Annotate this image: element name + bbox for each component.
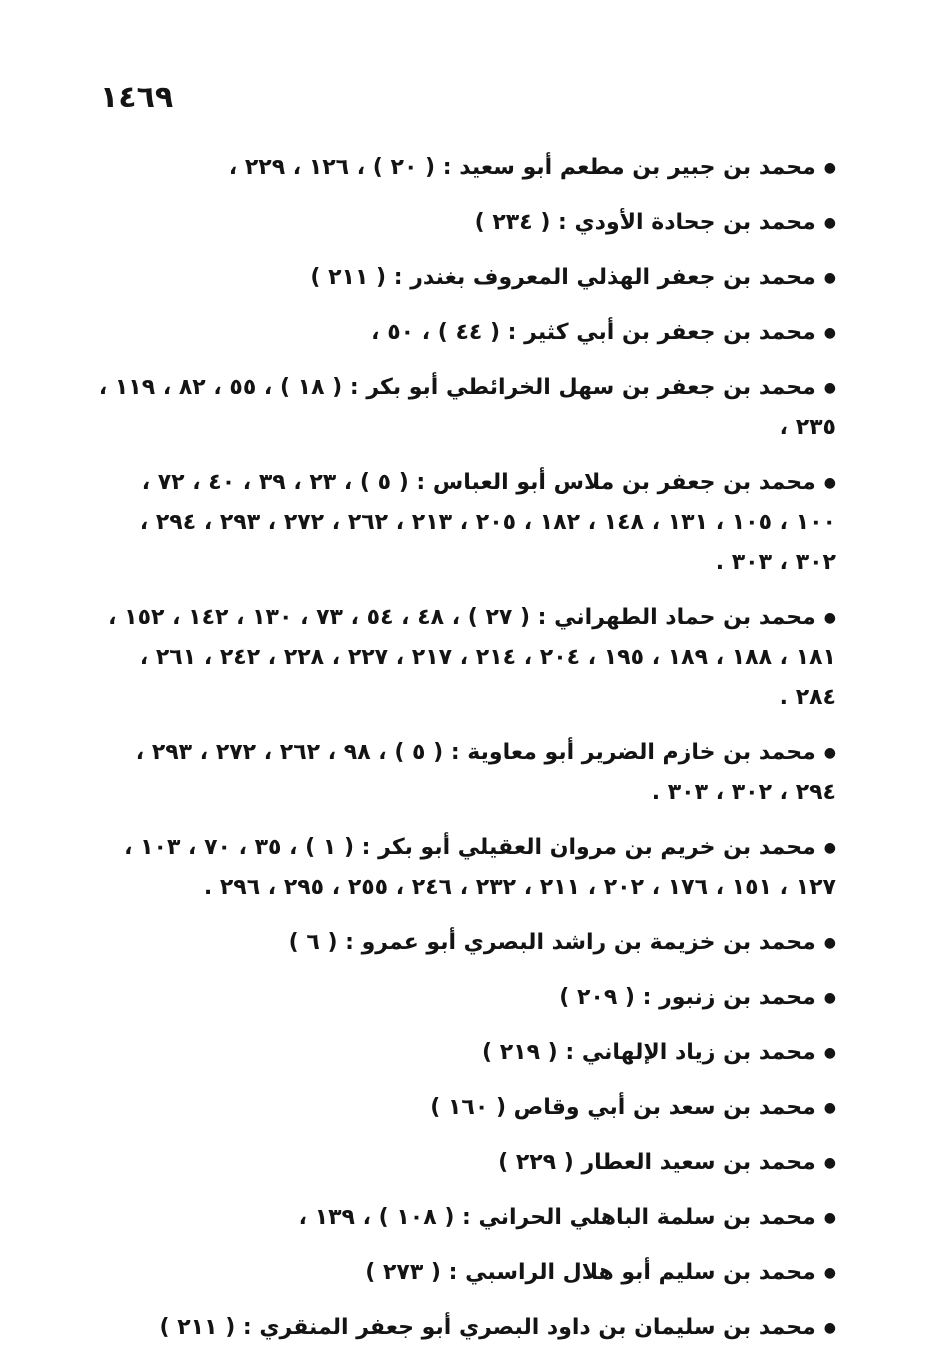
entry-text: محمد بن سليمان بن داود البصري أبو جعفر المنقري : ( ٢١١ ): [159, 1315, 816, 1340]
bullet-icon: ●: [823, 610, 836, 626]
entry-text: محمد بن سعيد العطار ( ٢٢٩ ): [498, 1150, 816, 1175]
index-entry: [98, 978, 836, 1018]
bullet-icon: ●: [823, 475, 836, 491]
bullet-icon: ●: [823, 1265, 836, 1281]
index-entry: [98, 258, 836, 298]
bullet-icon: ●: [823, 380, 836, 396]
bullet-icon: ●: [823, 1100, 836, 1116]
index-entry: [98, 313, 836, 353]
index-entry: [98, 828, 836, 908]
bullet-icon: ●: [823, 270, 836, 286]
index-entries: [98, 148, 836, 1363]
index-entry: [98, 923, 836, 963]
index-entry: [98, 1198, 836, 1238]
entry-text: محمد بن جبير بن مطعم أبو سعيد : ( ٢٠ ) ، ١٢٦ ، ٢٢٩ ،: [228, 155, 816, 180]
bullet-icon: ●: [823, 745, 836, 761]
bullet-icon: ●: [823, 1320, 836, 1336]
bullet-icon: ●: [823, 325, 836, 341]
bullet-icon: ●: [823, 840, 836, 856]
page-number: ١٤٦٩: [100, 80, 174, 115]
entry-text: محمد بن جعفر بن سهل الخرائطي أبو بكر : ( ١٨ ) ، ٥٥ ، ٨٢ ، ١١٩ ، ٢٣٥ ،: [98, 375, 836, 440]
entry-text: محمد بن سلمة الباهلي الحراني : ( ١٠٨ ) ، ١٣٩ ،: [298, 1205, 816, 1230]
entry-text: محمد بن زياد الإلهاني : ( ٢١٩ ): [482, 1040, 816, 1065]
entry-text: محمد بن جعفر بن أبي كثير : ( ٤٤ ) ، ٥٠ ،: [371, 320, 816, 345]
index-entry: [98, 733, 836, 813]
entry-text: محمد بن زنبور : ( ٢٠٩ ): [559, 985, 816, 1010]
index-entry: [98, 1033, 836, 1073]
bullet-icon: ●: [823, 215, 836, 231]
entry-text: محمد بن جعفر بن ملاس أبو العباس : ( ٥ ) ، ٢٣ ، ٣٩ ، ٤٠ ، ٧٢ ، ١٠٠ ، ١٠٥ ، ١٣١ ، ١٤٨ ، ١٨٢ ، ٢٠٥ ، ٢١٣ ، ٢٦٢ ، ٢٧٢ ، ٢٩٣ ، ٢٩٤ ، ٣٠٢ ، ٣٠٣ .: [139, 470, 836, 575]
index-entry: [98, 1253, 836, 1293]
bullet-icon: ●: [823, 160, 836, 176]
entry-text: محمد بن حماد الطهراني : ( ٢٧ ) ، ٤٨ ، ٥٤ ، ٧٣ ، ١٣٠ ، ١٤٢ ، ١٥٢ ، ١٨١ ، ١٨٨ ، ١٨٩ ، ١٩٥ ، ٢٠٤ ، ٢١٤ ، ٢١٧ ، ٢٢٧ ، ٢٢٨ ، ٢٤٢ ، ٢٦١ ، ٢٨٤ .: [108, 605, 836, 710]
bullet-icon: ●: [823, 990, 836, 1006]
entry-text: محمد بن سعد بن أبي وقاص ( ١٦٠ ): [430, 1095, 816, 1120]
index-entry: [98, 148, 836, 188]
bullet-icon: ●: [823, 1210, 836, 1226]
bullet-icon: ●: [823, 935, 836, 951]
entry-text: محمد بن خزيمة بن راشد البصري أبو عمرو : ( ٦ ): [288, 930, 816, 955]
index-entry: [98, 368, 836, 448]
index-entry: [98, 1308, 836, 1348]
index-entry: [98, 598, 836, 718]
bullet-icon: ●: [823, 1045, 836, 1061]
index-entry: [98, 1088, 836, 1128]
entry-text: محمد بن خريم بن مروان العقيلي أبو بكر : ( ١ ) ، ٣٥ ، ٧٠ ، ١٠٣ ، ١٢٧ ، ١٥١ ، ١٧٦ ، ٢٠٢ ، ٢١١ ، ٢٣٢ ، ٢٤٦ ، ٢٥٥ ، ٢٩٥ ، ٢٩٦ .: [124, 835, 836, 900]
index-entry: [98, 1143, 836, 1183]
entry-text: محمد بن جعفر الهذلي المعروف بغندر : ( ٢١١ ): [310, 265, 816, 290]
entry-text: محمد بن خازم الضرير أبو معاوية : ( ٥ ) ، ٩٨ ، ٢٦٢ ، ٢٧٢ ، ٢٩٣ ، ٢٩٤ ، ٣٠٢ ، ٣٠٣ .: [135, 740, 836, 805]
bullet-icon: ●: [823, 1155, 836, 1171]
index-entry: [98, 463, 836, 583]
entry-text: محمد بن سليم أبو هلال الراسبي : ( ٢٧٣ ): [365, 1260, 816, 1285]
entry-text: محمد بن جحادة الأودي : ( ٢٣٤ ): [474, 210, 816, 235]
index-entry: [98, 203, 836, 243]
